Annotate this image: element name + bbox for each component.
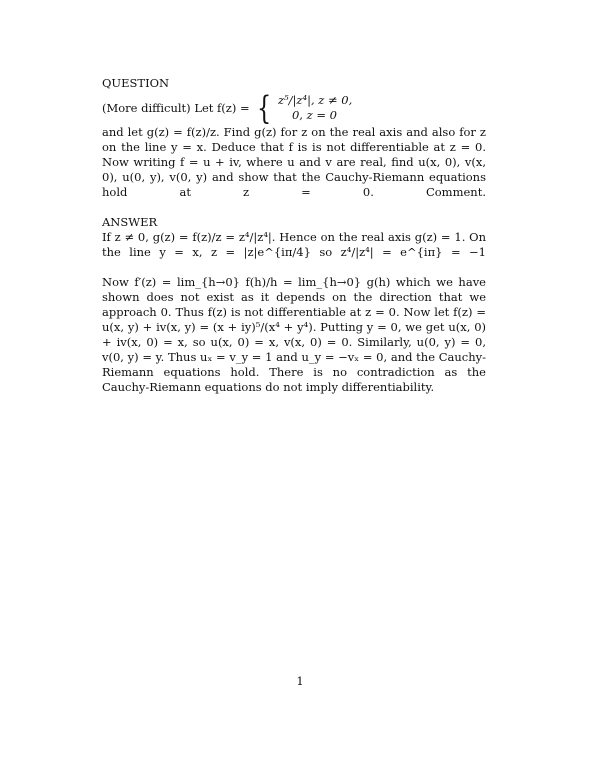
answer-paragraph-2: Now f′(z) = lim_{h→0} f(h)/h = lim_{h→0} g(h) which we have shown does not exist as it depends on the direction that we approach 0. Thus f(z) is not differentiable at z = 0. Now let f(z) = u(x, y) + iv(x, y) = (x + iy)⁵/(x⁴ + y⁴). Putting y = 0, we get u(x, 0) + iv(x, 0) = x, so u(x, 0) = x, v(x, 0) = 0. Similarly, u(0, y) = 0, v(0, y) = y. Thus uₓ = v_y = 1 and u_y = −vₓ = 0, and the Cauchy-Riemann equations hold. There is no contradiction as the Cauchy-Riemann equations do not imply differentiability.: [102, 275, 486, 394]
piecewise-definition: [102, 89, 486, 127]
case-zero: 0, z = 0: [291, 108, 337, 122]
document-content: [102, 76, 486, 395]
cases-block: [278, 93, 352, 123]
question-body: and let g(z) = f(z)/z. Find g(z) for z on the real axis and also for z on the line y = x. Deduce that f is is not differentiable at z = 0. Now writing f = u + iv, where u and v are real, find u(x, 0), v(x, 0), u(0, y), v(0, y) and show that the Cauchy-Riemann equations hold at z = 0. Comment.: [102, 125, 486, 199]
case-nonzero: z⁵/|z⁴|, z ≠ 0,: [277, 93, 353, 107]
question-heading: QUESTION: [102, 76, 170, 90]
answer-heading: ANSWER: [102, 215, 158, 229]
left-brace-symbol: {: [256, 89, 271, 127]
answer-paragraph-1: If z ≠ 0, g(z) = f(z)/z = z⁴/|z⁴|. Hence on the real axis g(z) = 1. On the line y = x, z = |z|e^{iπ/4} so z⁴/|z⁴| = e^{iπ} = −1: [102, 230, 486, 259]
page-number: 1: [296, 674, 304, 688]
question-lead-text: (More difficult) Let f(z) =: [102, 100, 250, 115]
